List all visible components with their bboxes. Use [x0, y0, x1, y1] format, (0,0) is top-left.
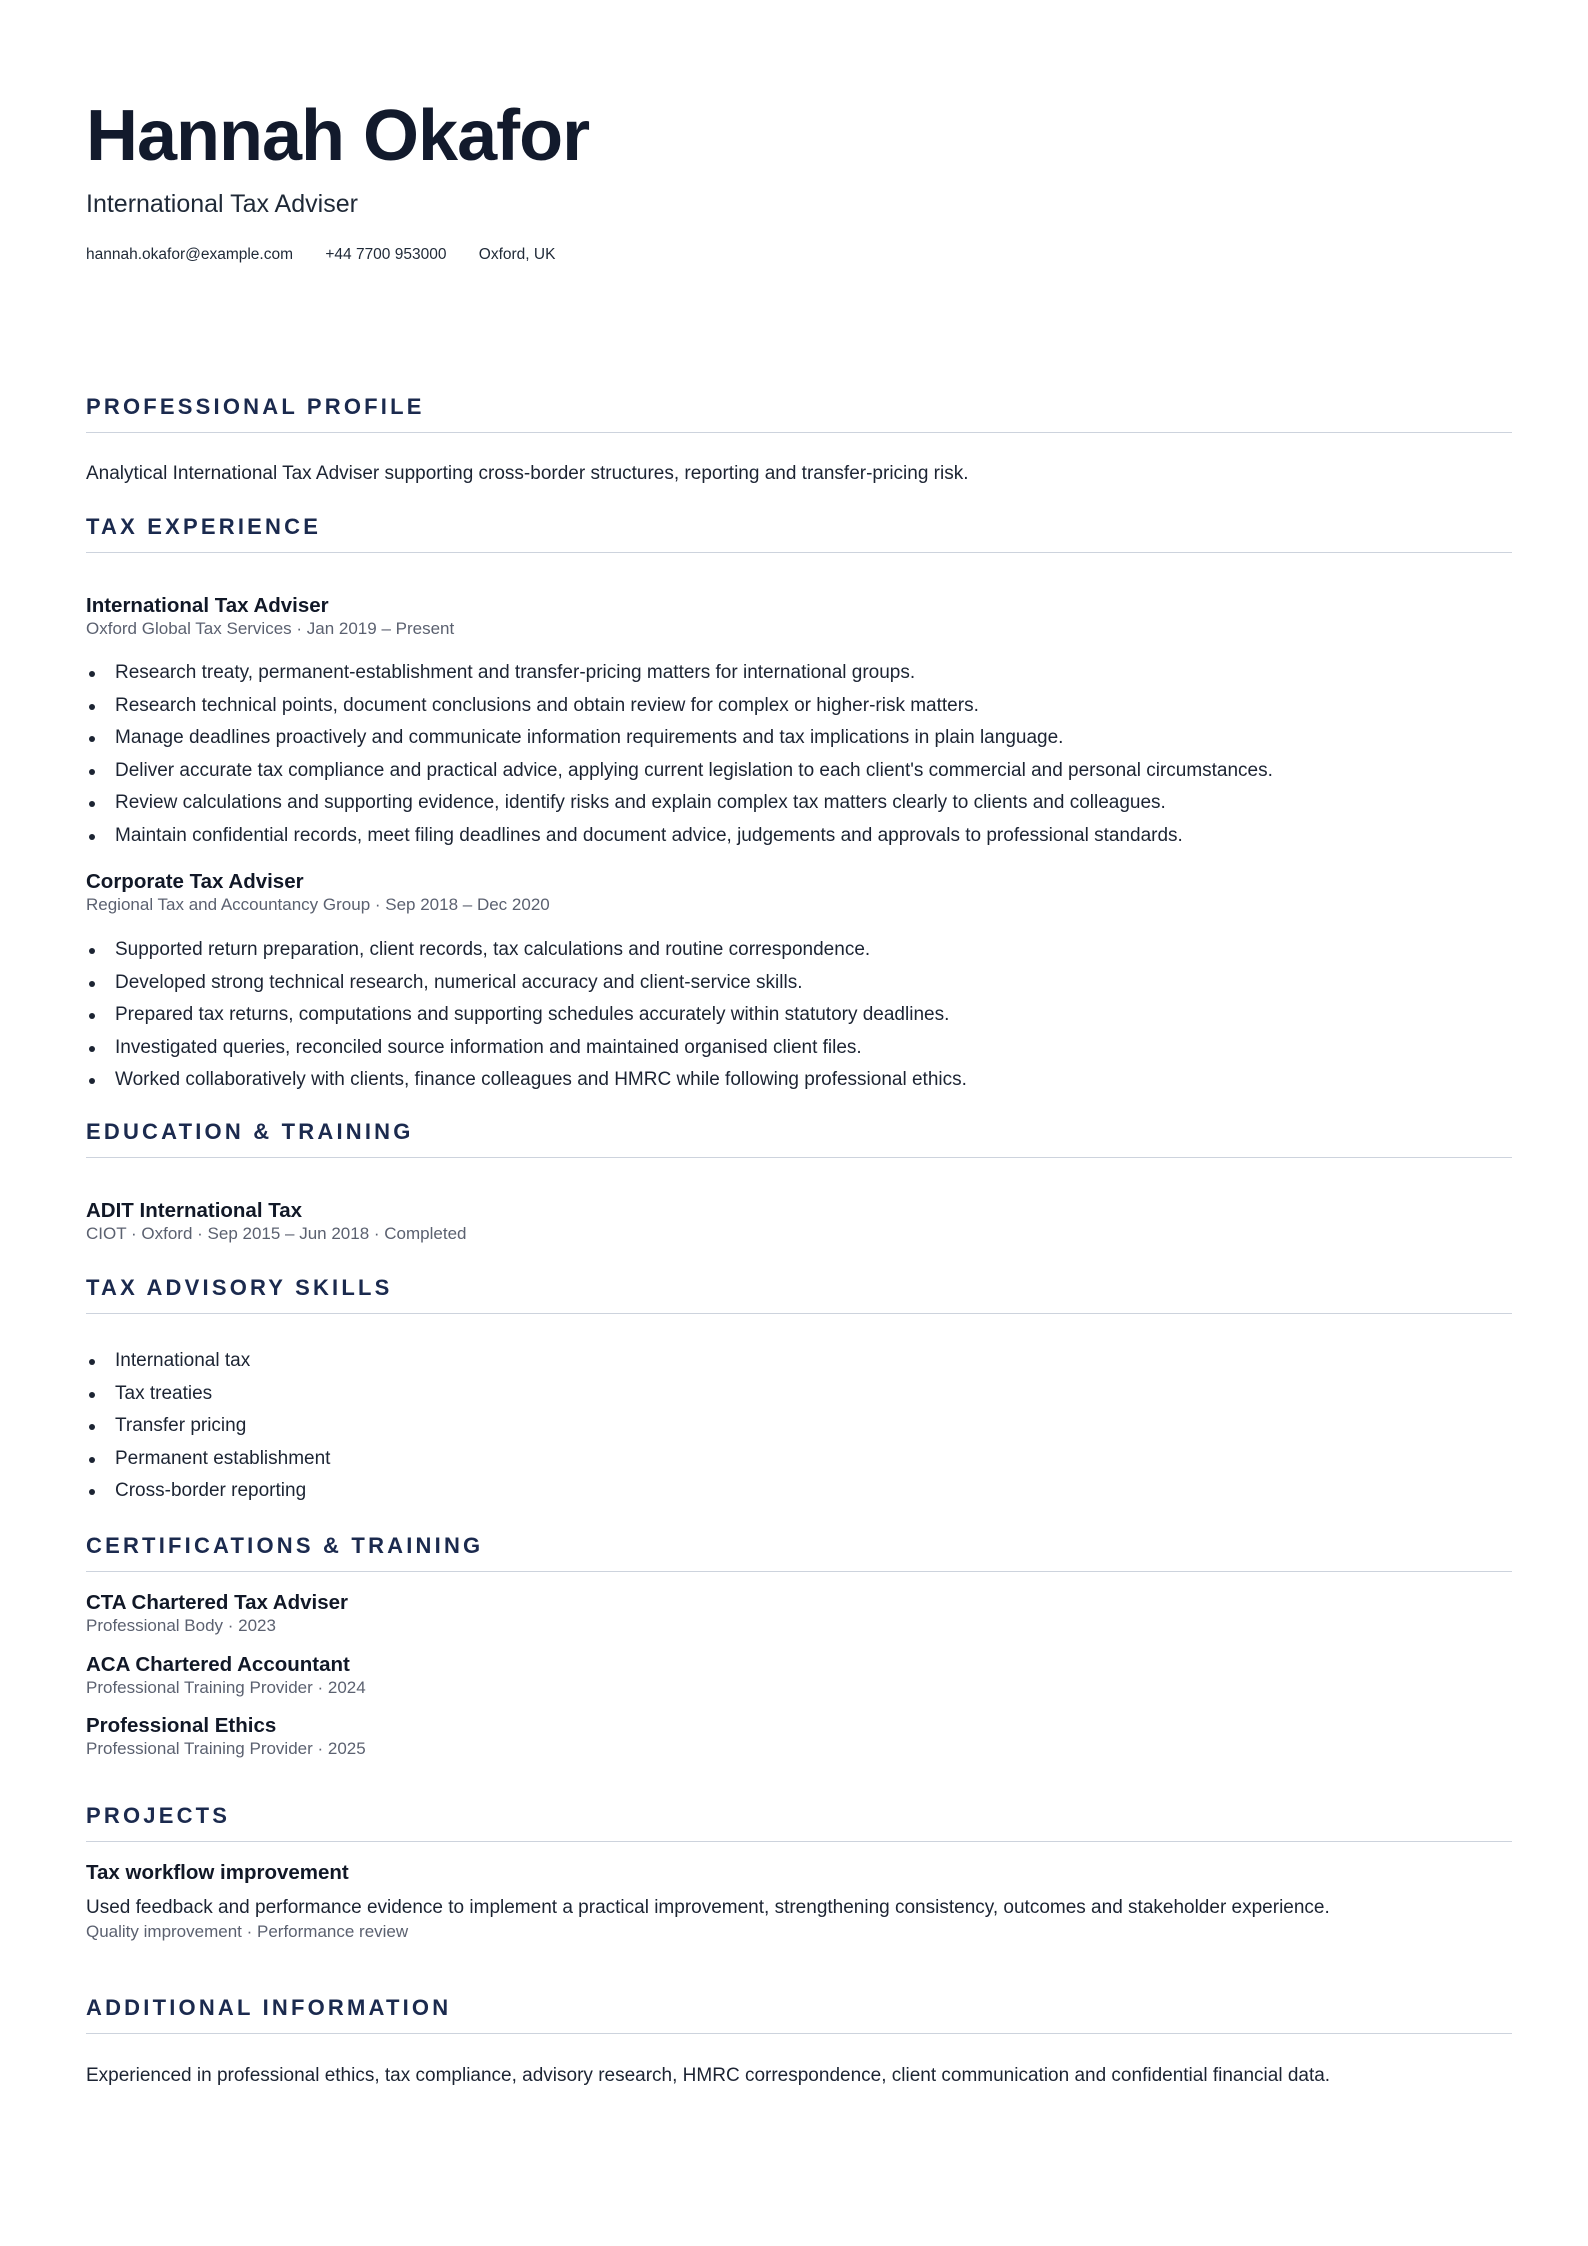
- skill-item: Cross-border reporting: [86, 1476, 330, 1509]
- job-bullet: Prepared tax returns, computations and supporting schedules accurately within statutory deadlines.: [86, 1000, 967, 1033]
- job-bullet: Research treaty, permanent-establishment and transfer-pricing matters for international groups.: [86, 658, 1273, 691]
- candidate-name: Hannah Okafor: [86, 96, 590, 176]
- job-bullets: [86, 935, 967, 1098]
- section-heading-skills: TAX ADVISORY SKILLS: [86, 1275, 393, 1300]
- section-divider: [86, 1313, 1512, 1314]
- profile-summary: Analytical International Tax Adviser supporting cross-border structures, reporting and transfer-pricing risk.: [86, 463, 969, 484]
- job-meta: Regional Tax and Accountancy Group · Sep 2018 – Dec 2020: [86, 895, 550, 914]
- job-bullet: Developed strong technical research, numerical accuracy and client-service skills.: [86, 968, 967, 1001]
- certification-meta: Professional Body · 2023: [86, 1616, 276, 1635]
- section-heading-certifications: CERTIFICATIONS & TRAINING: [86, 1533, 484, 1558]
- project-tags: Quality improvement · Performance review: [86, 1922, 409, 1941]
- skill-item: Tax treaties: [86, 1379, 330, 1412]
- skill-item: International tax: [86, 1346, 330, 1379]
- job-bullet: Supported return preparation, client records, tax calculations and routine correspondence.: [86, 935, 967, 968]
- section-divider: [86, 2033, 1512, 2034]
- contact-line: [86, 243, 583, 267]
- job-bullet: Worked collaboratively with clients, finance colleagues and HMRC while following professional ethics.: [86, 1065, 967, 1098]
- section-divider: [86, 1841, 1512, 1842]
- job-bullet: Research technical points, document conclusions and obtain review for complex or higher-risk matters.: [86, 691, 1273, 724]
- job-bullet: Investigated queries, reconciled source information and maintained organised client files.: [86, 1033, 967, 1066]
- job-title: International Tax Adviser: [86, 594, 329, 617]
- skill-item: Transfer pricing: [86, 1411, 330, 1444]
- certification-meta: Professional Training Provider · 2024: [86, 1678, 366, 1697]
- certification-title: ACA Chartered Accountant: [86, 1653, 350, 1676]
- section-divider: [86, 432, 1512, 433]
- certification-title: CTA Chartered Tax Adviser: [86, 1591, 349, 1614]
- section-divider: [86, 552, 1512, 553]
- project-title: Tax workflow improvement: [86, 1861, 349, 1884]
- candidate-title: International Tax Adviser: [86, 190, 358, 218]
- education-title: ADIT International Tax: [86, 1199, 303, 1222]
- job-bullet: Maintain confidential records, meet filing deadlines and document advice, judgements and approvals to professional standards.: [86, 821, 1273, 854]
- contact-email[interactable]: hannah.okafor@example.com: [86, 246, 294, 263]
- skill-item: Permanent establishment: [86, 1444, 330, 1477]
- job-title: Corporate Tax Adviser: [86, 870, 304, 893]
- skills-list: [86, 1346, 330, 1509]
- contact-location: Oxford, UK: [478, 246, 556, 263]
- project-description: Used feedback and performance evidence to implement a practical improvement, strengthening consistency, outcomes and stakeholder experience.: [86, 1897, 1330, 1918]
- job-bullet: Deliver accurate tax compliance and practical advice, applying current legislation to each client's commercial and personal circumstances.: [86, 756, 1273, 789]
- section-divider: [86, 1157, 1512, 1158]
- job-meta: Oxford Global Tax Services · Jan 2019 – Present: [86, 619, 455, 638]
- job-bullets: [86, 658, 1273, 853]
- certification-title: Professional Ethics: [86, 1714, 277, 1737]
- contact-phone[interactable]: +44 7700 953000: [325, 246, 447, 263]
- job-bullet: Manage deadlines proactively and communicate information requirements and tax implications in plain language.: [86, 723, 1273, 756]
- section-divider: [86, 1571, 1512, 1572]
- certification-meta: Professional Training Provider · 2025: [86, 1739, 366, 1758]
- job-bullet: Review calculations and supporting evidence, identify risks and explain complex tax matters clearly to clients and colleagues.: [86, 788, 1273, 821]
- section-heading-profile: PROFESSIONAL PROFILE: [86, 394, 425, 419]
- section-heading-additional: ADDITIONAL INFORMATION: [86, 1995, 452, 2020]
- section-heading-education: EDUCATION & TRAINING: [86, 1119, 414, 1144]
- section-heading-experience: TAX EXPERIENCE: [86, 514, 322, 539]
- additional-info: Experienced in professional ethics, tax compliance, advisory research, HMRC correspondence, client communication and confidential financial data.: [86, 2065, 1331, 2086]
- section-heading-projects: PROJECTS: [86, 1803, 231, 1828]
- education-meta: CIOT · Oxford · Sep 2015 – Jun 2018 · Completed: [86, 1224, 467, 1243]
